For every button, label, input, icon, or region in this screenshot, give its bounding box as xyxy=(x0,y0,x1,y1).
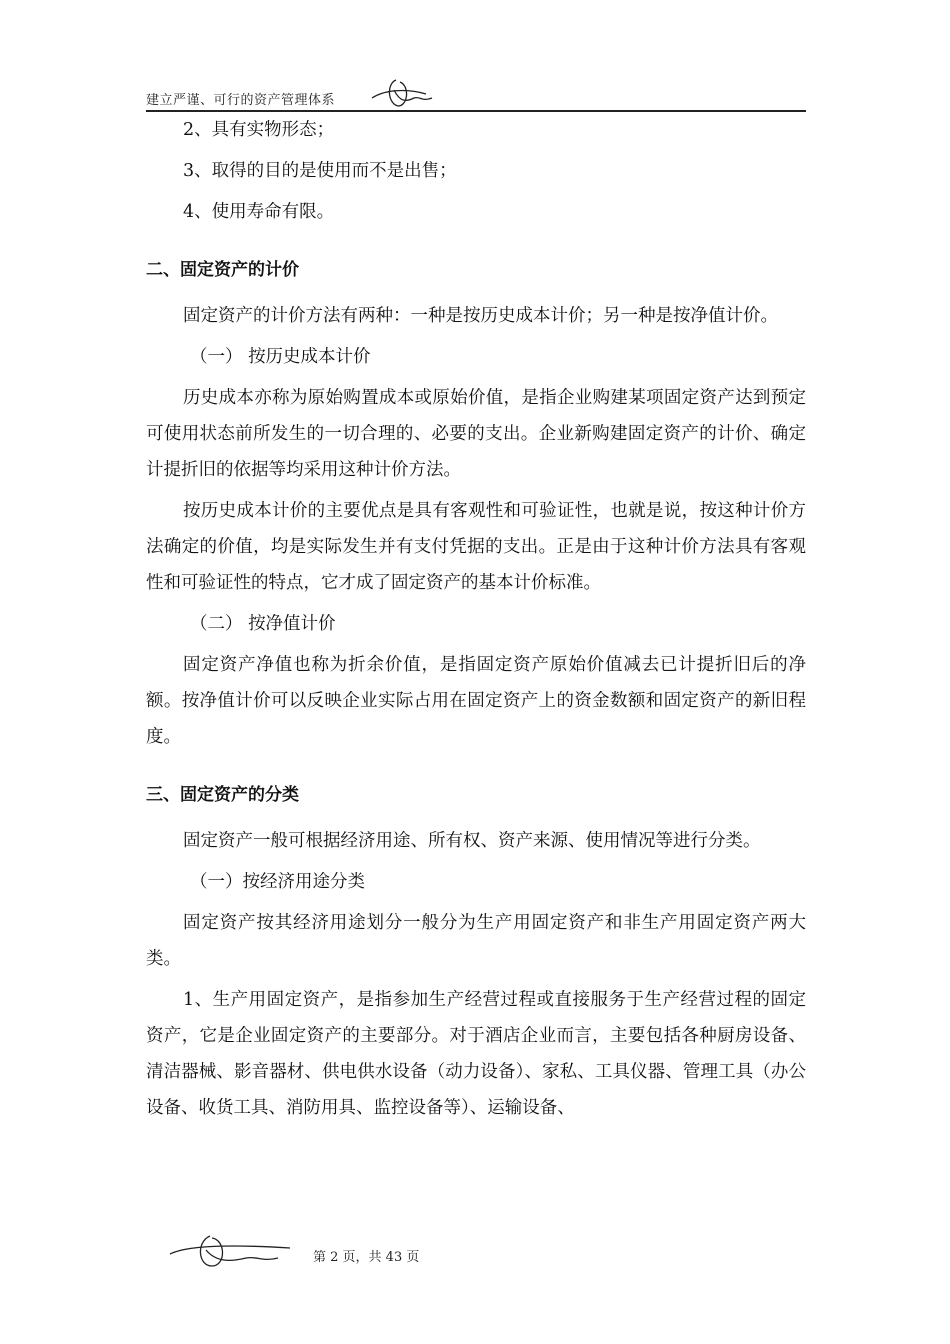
paragraph: 固定资产按其经济用途划分一般分为生产用固定资产和非生产用固定资产两大类。 xyxy=(146,913,806,969)
subsection-title: （二） 按净值计价 xyxy=(190,614,336,634)
subsection-title: （一）按经济用途分类 xyxy=(190,872,365,892)
page-number: 第 2 页，共 43 页 xyxy=(313,1250,420,1265)
document-body xyxy=(146,112,806,1126)
paragraph: 固定资产一般可根据经济用途、所有权、资产来源、使用情况等进行分类。 xyxy=(183,831,761,851)
section-heading: 三、固定资产的分类 xyxy=(146,785,299,805)
signature-logo-icon xyxy=(366,76,438,110)
header-title: 建立严谨、可行的资产管理体系 xyxy=(146,93,336,108)
subsection-title: （一） 按历史成本计价 xyxy=(190,347,371,367)
paragraph: 按历史成本计价的主要优点是具有客观性和可验证性，也就是说，按这种计价方法确定的价值，均是实际发生并有支付凭据的支出。正是由于这种计价方法具有客观性和可验证性的特点，它才成了固定资产的基本计价标准。 xyxy=(146,501,806,593)
paragraph: 1、生产用固定资产，是指参加生产经营过程或直接服务于生产经营过程的固定资产，它是企业固定资产的主要部分。对于酒店企业而言，主要包括各种厨房设备、清洁器械、影音器材、供电供水设备（动力设备）、家私、工具仪器、管理工具（办公设备、收货工具、消防用具、监控设备等）、运输设备、 xyxy=(146,990,806,1118)
list-item: 3、取得的目的是使用而不是出售； xyxy=(183,161,457,181)
paragraph: 固定资产净值也称为折余价值，是指固定资产原始价值减去已计提折旧后的净额。按净值计价可以反映企业实际占用在固定资产上的资金数额和固定资产的新旧程度。 xyxy=(146,655,806,747)
paragraph: 固定资产的计价方法有两种：一种是按历史成本计价；另一种是按净值计价。 xyxy=(183,306,778,326)
list-item: 2、具有实物形态； xyxy=(183,120,335,140)
signature-icon xyxy=(166,1232,296,1272)
paragraph: 历史成本亦称为原始购置成本或原始价值，是指企业购建某项固定资产达到预定可使用状态前所发生的一切合理的、必要的支出。企业新购建固定资产的计价、确定计提折旧的依据等均采用这种计价方法。 xyxy=(146,388,806,480)
page-header xyxy=(146,72,806,112)
section-heading: 二、固定资产的计价 xyxy=(146,260,299,280)
list-item: 4、使用寿命有限。 xyxy=(183,202,335,222)
page-footer xyxy=(166,1232,466,1272)
